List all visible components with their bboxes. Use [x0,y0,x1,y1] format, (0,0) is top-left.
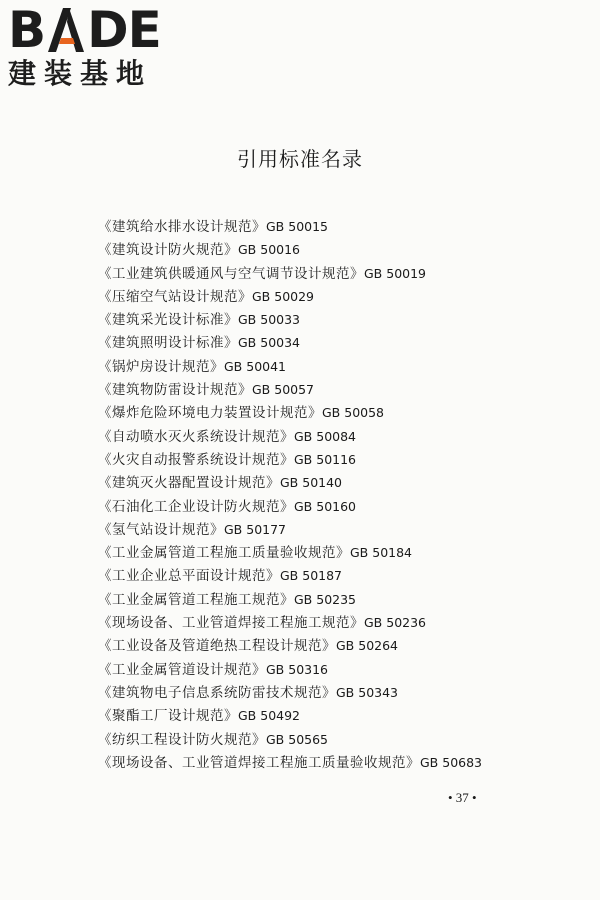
logo-letter-b: B [8,1,46,59]
reference-item [98,588,482,611]
reference-code: GB 50235 [294,591,356,607]
reference-item [98,401,482,424]
reference-item [98,308,482,331]
reference-item [98,378,482,401]
reference-item [98,215,482,238]
reference-name: 《锅炉房设计规范》 [98,358,224,375]
reference-item [98,238,482,261]
reference-code: GB 50343 [336,684,398,700]
reference-item [98,751,482,774]
reference-name: 《建筑采光设计标准》 [98,312,238,329]
reference-name: 《自动喷水灭火系统设计规范》 [98,428,294,445]
reference-code: GB 50140 [280,475,342,491]
reference-item [98,634,482,657]
reference-name: 《现场设备、工业管道焊接工程施工规范》 [98,615,364,632]
logo-subtitle: 建装基地 [8,57,153,90]
reference-code: GB 50029 [252,288,314,304]
reference-list [98,215,482,774]
reference-code: GB 50683 [420,754,482,770]
reference-name: 《纺织工程设计防火规范》 [98,731,266,748]
reference-name: 《建筑灭火器配置设计规范》 [98,475,280,492]
reference-name: 《聚酯工厂设计规范》 [98,708,238,725]
brand-logo [8,1,178,90]
reference-code: GB 50160 [294,498,356,514]
reference-item [98,262,482,285]
logo-letter-a-icon [46,8,86,52]
reference-code: GB 50236 [364,615,426,631]
reference-name: 《工业建筑供暖通风与空气调节设计规范》 [98,265,364,282]
reference-item [98,425,482,448]
reference-name: 《工业金属管道设计规范》 [98,661,266,678]
reference-code: GB 50019 [364,265,426,281]
reference-name: 《建筑设计防火规范》 [98,242,238,259]
reference-code: GB 50565 [266,731,328,747]
page-number: • 37 • [448,790,477,805]
reference-name: 《工业金属管道工程施工质量验收规范》 [98,545,350,562]
reference-name: 《石油化工企业设计防火规范》 [98,498,294,515]
reference-item [98,355,482,378]
reference-item [98,285,482,308]
reference-name: 《现场设备、工业管道焊接工程施工质量验收规范》 [98,754,420,771]
reference-code: GB 50015 [266,219,328,234]
reference-code: GB 50084 [294,428,356,444]
page-title: 引用标准名录 [237,147,363,171]
reference-name: 《建筑物电子信息系统防雷技术规范》 [98,684,336,701]
reference-item [98,471,482,494]
reference-item [98,658,482,681]
reference-item [98,518,482,541]
reference-code: GB 50116 [294,451,356,467]
reference-code: GB 50041 [224,358,286,374]
reference-name: 《火灾自动报警系统设计规范》 [98,451,294,468]
reference-name: 《工业金属管道工程施工规范》 [98,591,294,608]
reference-name: 《爆炸危险环境电力装置设计规范》 [98,405,322,422]
reference-item [98,728,482,751]
reference-name: 《工业设备及管道绝热工程设计规范》 [98,638,336,655]
reference-name: 《建筑照明设计标准》 [98,335,238,352]
reference-name: 《建筑给水排水设计规范》 [98,219,266,235]
reference-item [98,331,482,354]
logo-wordmark [8,1,178,59]
logo-letter-e: E [127,1,161,59]
reference-item [98,704,482,727]
reference-item [98,681,482,704]
reference-code: GB 50033 [238,312,300,328]
reference-item [98,564,482,587]
reference-item [98,448,482,471]
reference-code: GB 50492 [238,708,300,724]
logo-letter-d: D [87,1,128,59]
reference-name: 《建筑物防雷设计规范》 [98,382,252,399]
reference-code: GB 50057 [252,382,314,398]
reference-name: 《压缩空气站设计规范》 [98,288,252,305]
reference-name: 《氢气站设计规范》 [98,521,224,538]
reference-code: GB 50316 [266,661,328,677]
reference-name: 《工业企业总平面设计规范》 [98,568,280,585]
reference-code: GB 50187 [280,568,342,584]
reference-code: GB 50264 [336,638,398,654]
reference-code: GB 50184 [350,545,412,561]
reference-code: GB 50034 [238,335,300,351]
reference-item [98,541,482,564]
reference-code: GB 50058 [322,405,384,421]
reference-item [98,495,482,518]
reference-code: GB 50177 [224,521,286,537]
reference-item [98,611,482,634]
reference-code: GB 50016 [238,242,300,258]
